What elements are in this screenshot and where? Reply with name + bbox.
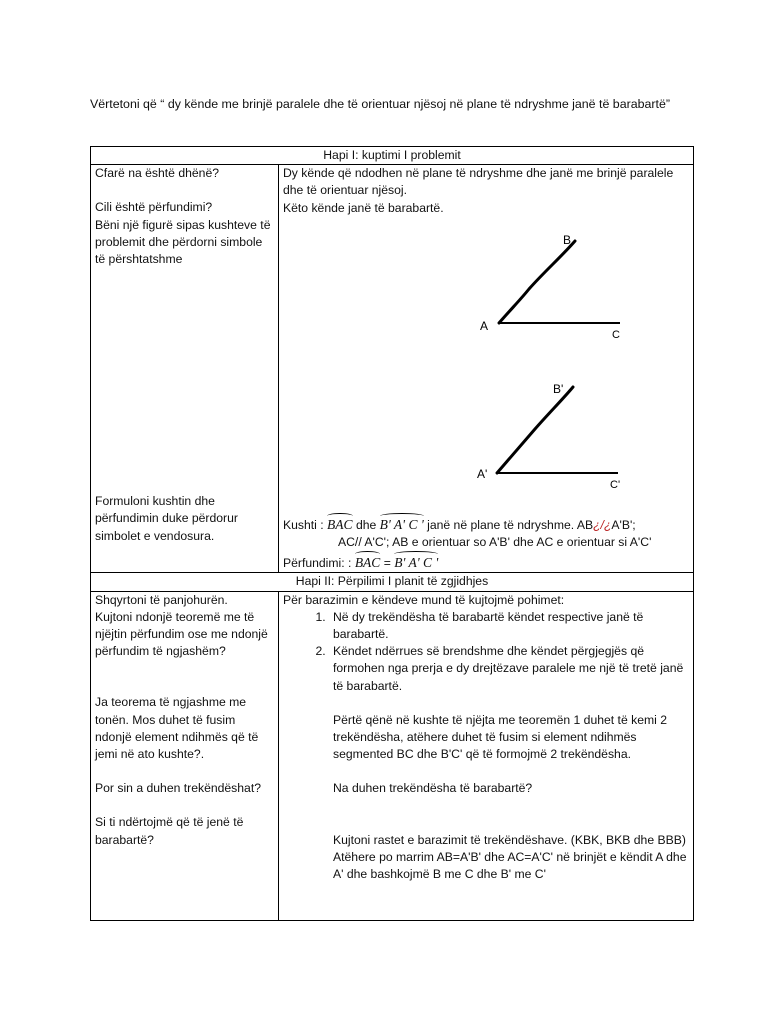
step2-question-triangles: Por sin a duhen trekëndëshat? bbox=[95, 781, 262, 796]
label-b: B bbox=[563, 232, 572, 247]
condition-text-2: A'B'; bbox=[611, 517, 636, 532]
angle-bac-prime-symbol: B' A' C ' bbox=[380, 513, 424, 533]
problem-statement: Vërtetoni që “ dy kënde me brinjë paralele dhe të orientuar njësoj në plane të ndryshme janë të barabartë” bbox=[90, 97, 670, 111]
condition-line-2: AC// A'C'; AB e orientuar so A'B' dhe AC e orientuar si A'C' bbox=[338, 535, 652, 550]
step2-question-theorem: Kujtoni ndonjë teoremë me të njëjtin përfundim ose me ndonjë përfundim të ngjashëm? bbox=[95, 609, 268, 659]
answer-given: Dy kënde që ndodhen në plane të ndryshme dhe janë me brinjë paralele dhe të orientuar njësoj. bbox=[283, 166, 674, 198]
question-given: Cfarë na është dhënë? bbox=[95, 166, 219, 181]
step2-question-unknown: Shqyrtoni të panjohurën. bbox=[95, 592, 228, 607]
angles-figure bbox=[283, 217, 688, 509]
step1-questions-cell bbox=[91, 165, 279, 573]
conclusion-angle-1: BAC bbox=[355, 551, 381, 571]
statements-list bbox=[283, 609, 689, 695]
step1-row bbox=[91, 165, 694, 573]
conclusion-line bbox=[283, 551, 689, 572]
answer-conclusion: Këto kënde janë të barabartë. bbox=[283, 200, 444, 215]
conclusion-equals: = bbox=[383, 556, 391, 571]
step2-intro: Për barazimin e këndeve mund të kujtojmë pohimet: bbox=[283, 592, 565, 607]
angle-bac-symbol: BAC bbox=[327, 513, 353, 533]
label-b-prime: B' bbox=[553, 381, 564, 396]
step2-row bbox=[91, 591, 694, 920]
step2-answers-cell bbox=[279, 591, 694, 920]
condition-line-1 bbox=[283, 513, 689, 534]
condition-parallel-glyph: ¿/¿ bbox=[593, 517, 612, 532]
step2-paragraph-2: Na duhen trekëndësha të barabartë? bbox=[333, 781, 533, 796]
step1-title: Hapi I: kuptimi I problemit bbox=[91, 147, 694, 165]
solution-table bbox=[90, 146, 694, 921]
angle-bac-drawing bbox=[480, 233, 620, 341]
step2-question-auxiliary: Ja teorema të ngjashme me tonën. Mos duhet të fusim ndonjë element ndihmës që të jemi në ato kushte?. bbox=[95, 695, 259, 762]
condition-and: dhe bbox=[355, 517, 377, 532]
step2-questions-cell bbox=[91, 591, 279, 920]
step1-answers-cell bbox=[279, 165, 694, 573]
statement-item: 1. Në dy trekëndësha të barabartë këndet respective janë të barabartë. bbox=[329, 609, 689, 643]
step2-paragraph-1: Përtë qënë në kushte të njëjta me teoremën 1 duhet të kemi 2 trekëndësha, atëhere duhet të fusim si element ndihmës segmented BC dhe B'C' që të formojmë 2 trekëndësha. bbox=[333, 712, 668, 762]
step1-header-row bbox=[91, 147, 694, 165]
conclusion-angle-2: B' A' C ' bbox=[394, 551, 438, 571]
step2-paragraph-4: Atëhere po marrim AB=A'B' dhe AC=A'C' në brinjët e këndit A dhe A' dhe bashkojmë B me C dhe B' me C' bbox=[333, 849, 687, 882]
label-a: A bbox=[480, 318, 489, 333]
condition-text-1: janë në plane të ndryshme. AB bbox=[427, 517, 594, 532]
label-a-prime: A' bbox=[477, 466, 488, 481]
step2-question-construct: Si ti ndërtojmë që të jenë të barabartë? bbox=[95, 815, 244, 847]
statement-item: 2. Këndet ndërrues së brendshme dhe këndet përgjegjës që formohen nga prerja e dy drejtëzave paralele me një të tretë janë të barabartë. bbox=[329, 643, 689, 695]
question-conclusion: Cili është përfundimi? bbox=[95, 200, 213, 215]
condition-label: Kushti : bbox=[283, 517, 324, 532]
angle-bac-prime-drawing bbox=[477, 382, 620, 491]
conclusion-label: Përfundimi: : bbox=[283, 556, 352, 571]
step2-paragraph-3: Kujtoni rastet e barazimit të trekëndëshave. (KBK, BKB dhe BBB) bbox=[333, 832, 686, 847]
label-c: C bbox=[612, 328, 620, 341]
label-c-prime: C' bbox=[610, 478, 621, 491]
question-figure: Bëni një figurë sipas kushteve të problemit dhe përdorni simbole të përshtatshme bbox=[95, 217, 271, 267]
step2-header-row bbox=[91, 573, 694, 591]
question-formulate: Formuloni kushtin dhe përfundimin duke përdorur simbolet e vendosura. bbox=[95, 494, 238, 543]
step2-title: Hapi II: Përpilimi I planit të zgjidhjes bbox=[91, 573, 694, 591]
